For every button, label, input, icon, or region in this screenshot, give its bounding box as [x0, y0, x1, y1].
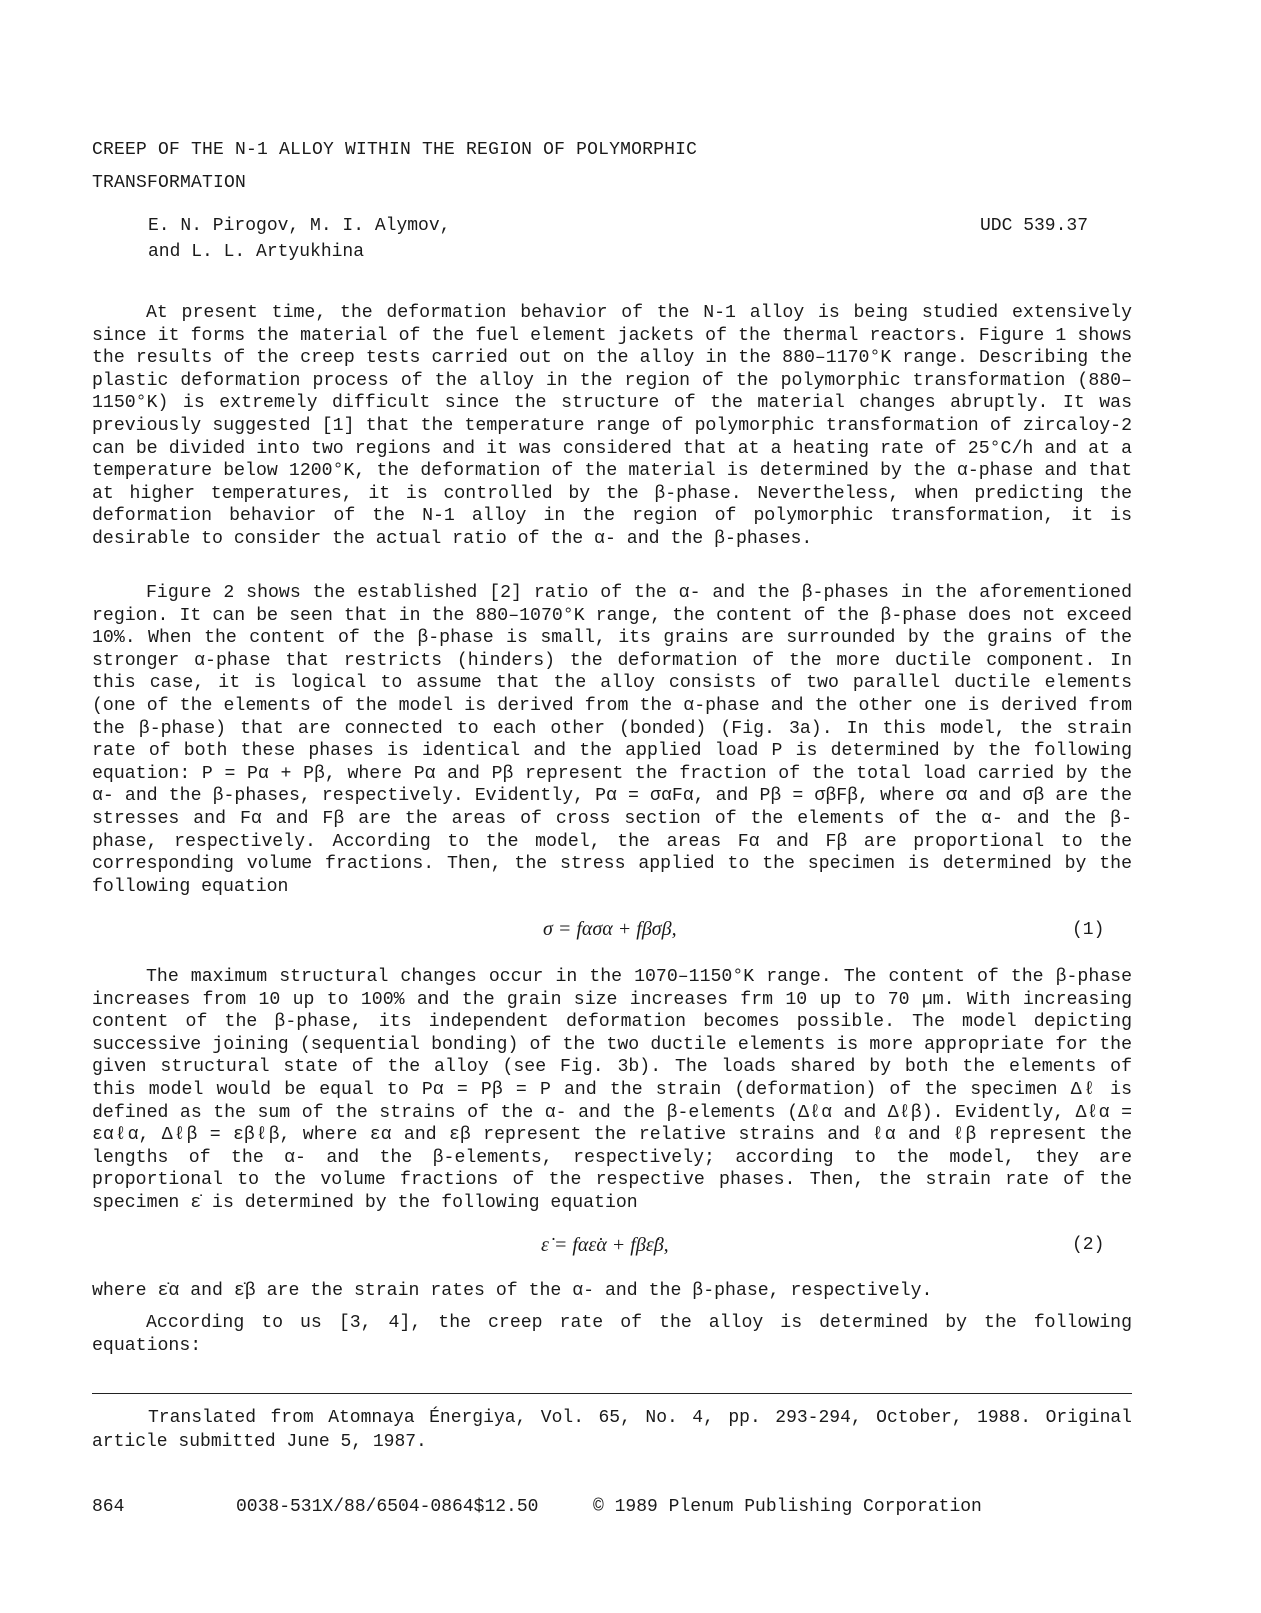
- equation-1-number: (1): [1072, 920, 1105, 940]
- footnote-divider: [92, 1393, 1132, 1394]
- translation-footnote: [92, 1406, 1132, 1454]
- copyright-notice: © 1989 Plenum Publishing Corporation: [593, 1497, 982, 1517]
- paragraph-4-text: where ε̇α and ε̇β are the strain rates of the α- and the β-phase, respectively.: [92, 1281, 933, 1301]
- equation-2: ε̇ = fαε̇α + fβε̇β,: [541, 1234, 669, 1256]
- page-number: 864: [92, 1497, 125, 1517]
- paragraph-2: [92, 582, 1132, 898]
- paragraph-3: [92, 966, 1132, 1215]
- authors-line-1: E. N. Pirogov, M. I. Alymov,: [148, 216, 451, 236]
- authors: [148, 213, 450, 265]
- title-line-2: TRANSFORMATION: [92, 173, 247, 193]
- equation-2-number: (2): [1072, 1235, 1105, 1255]
- paragraph-3-text: The maximum structural changes occur in the 1070–1150°K range. The content of the β-phase increases from 10 up to 100% and the grain size increases frm 10 up to 70 µm. With increasing content of the β-phase, its independent deformation becomes possible. The model depicting successive joining (sequential bonding) of the two ductile elements is more appropriate for the given structural state of the alloy (see Fig. 3b). The loads shared by both the elements of this model would be equal to Pα = Pβ = P and the strain (deformation) of the specimen Δℓ is defined as the sum of the strains of the α- and the β-elements (Δℓα and Δℓβ). Evidently, Δℓα = εαℓα, Δℓβ = εβℓβ, where εα and εβ represent the relative strains and ℓα and ℓβ represent the lengths of the α- and the β-elements, respectively; according to the model, they are proportional to the volume fractions of the respective phases. Then, the strain rate of the specimen ε̇ is determined by the following equation: [92, 967, 1132, 1213]
- article-title: [92, 134, 697, 200]
- article-code: 0038-531X/88/6504-0864$12.50: [236, 1497, 539, 1517]
- udc-code: UDC 539.37: [980, 216, 1089, 236]
- paragraph-1-text: At present time, the deformation behavior of the N-1 alloy is being studied extensively since it forms the material of the fuel element jackets of the thermal reactors. Figure 1 shows the results of the creep tests carried out on the alloy in the 880–1170°K range. Describing the plastic deformation process of the alloy in the region of the polymorphic transformation (880–1150°K) is extremely difficult since the structure of the material changes abruptly. It was previously suggested [1] that the temperature range of polymorphic transformation of zircaloy-2 can be divided into two regions and it was considered that at a heating rate of 25°C/h and at a temperature below 1200°K, the deformation of the material is determined by the α-phase and that at higher temperatures, it is controlled by the β-phase. Nevertheless, when predicting the deformation behavior of the N-1 alloy in the region of polymorphic transformation, it is desirable to consider the actual ratio of the α- and the β-phases.: [92, 303, 1132, 549]
- paragraph-2-text: Figure 2 shows the established [2] ratio of the α- and the β-phases in the aforementioned region. It can be seen that in the 880–1070°K range, the content of the β-phase does not exceed 10%. When the content of the β-phase is small, its grains are surrounded by the grains of the stronger α-phase that restricts (hinders) the deformation of the more ductile component. In this case, it is logical to assume that the alloy consists of two parallel ductile elements (one of the elements of the model is derived from the α-phase and the other one is derived from the β-phase) that are connected to each other (bonded) (Fig. 3a). In this model, the strain rate of both these phases is identical and the applied load P is determined by the following equation: P = Pα + Pβ, where Pα and Pβ represent the fraction of the total load carried by the α- and the β-phases, respectively. Evidently, Pα = σαFα, and Pβ = σβFβ, where σα and σβ are the stresses and Fα and Fβ are the areas of cross section of the elements of the α- and the β-phase, respectively. According to the model, the areas Fα and Fβ are proportional to the corresponding volume fractions. Then, the stress applied to the specimen is determined by the following equation: [92, 583, 1132, 897]
- paragraph-5-text: According to us [3, 4], the creep rate of the alloy is determined by the following equations:: [92, 1313, 1132, 1356]
- title-line-1: CREEP OF THE N-1 ALLOY WITHIN THE REGION OF POLYMORPHIC: [92, 140, 698, 160]
- equation-1: σ = fασα + fβσβ,: [543, 918, 677, 940]
- paragraph-5: [92, 1312, 1132, 1357]
- paragraph-1: [92, 302, 1132, 551]
- footnote-text: Translated from Atomnaya Énergiya, Vol. 65, No. 4, pp. 293-294, October, 1988. Original article submitted June 5, 1987.: [92, 1408, 1132, 1452]
- authors-line-2: and L. L. Artyukhina: [148, 242, 365, 262]
- paragraph-4: [92, 1280, 1132, 1303]
